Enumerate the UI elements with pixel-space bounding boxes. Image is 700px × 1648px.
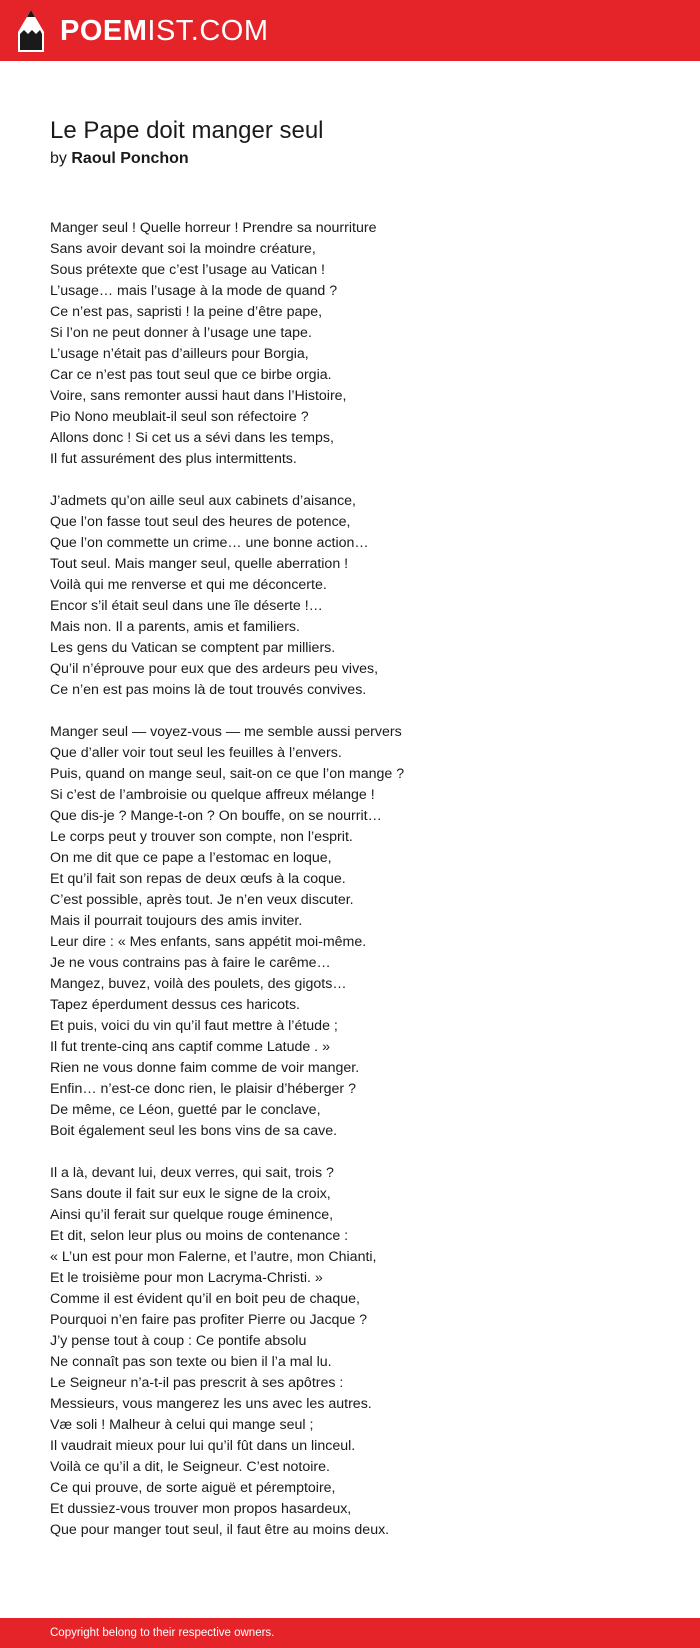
poem-line: Il fut assurément des plus intermittents.: [50, 451, 297, 467]
poem-line: Voilà qui me renverse et qui me déconcerte.: [50, 577, 327, 593]
poem-line: Il fut trente-cinq ans captif comme Latude . »: [50, 1039, 330, 1055]
poem-line: Voire, sans remonter aussi haut dans l’Histoire,: [50, 388, 347, 404]
copyright-notice: Copyright belong to their respective owners.: [50, 1627, 275, 1639]
poem-line: On me dit que ce pape a l’estomac en loque,: [50, 850, 332, 866]
poem-line: Et le troisième pour mon Lacryma-Christi. »: [50, 1270, 323, 1286]
site-logo-text: [60, 10, 269, 52]
byline-prefix: by: [50, 150, 67, 167]
poem-stanza: [50, 1163, 670, 1541]
poem-line: Puis, quand on mange seul, sait-on ce que l’on mange ?: [50, 766, 405, 782]
poem-line: Si c’est de l’ambroisie ou quelque affreux mélange !: [50, 787, 375, 803]
poem-line: Ce n’est pas, sapristi ! la peine d’être pape,: [50, 304, 323, 320]
pencil-icon: [18, 10, 44, 52]
site-footer: [0, 1618, 700, 1648]
poem-line: Rien ne vous donne faim comme de voir manger.: [50, 1060, 360, 1076]
poem-line: Tapez éperdument dessus ces haricots.: [50, 997, 300, 1013]
poem-line: Mais il pourrait toujours des amis inviter.: [50, 913, 303, 929]
poem-stanza: [50, 491, 670, 701]
poem-line: Il vaudrait mieux pour lui qu’il fût dans un linceul.: [50, 1438, 356, 1454]
site-logo[interactable]: [18, 10, 269, 52]
poem-line: Sous prétexte que c’est l’usage au Vatican !: [50, 262, 325, 278]
poem-line: Ainsi qu’il ferait sur quelque rouge éminence,: [50, 1207, 334, 1223]
poem-byline: [50, 148, 189, 170]
poem-line: Car ce n’est pas tout seul que ce birbe orgia.: [50, 367, 332, 383]
poem-line: L’usage… mais l’usage à la mode de quand ?: [50, 283, 338, 299]
poem-line: Manger seul — voyez-vous — me semble aussi pervers: [50, 724, 402, 740]
poem-line: Que l’on commette un crime… une bonne action…: [50, 535, 369, 551]
poem-line: Et puis, voici du vin qu’il faut mettre à l’étude ;: [50, 1018, 338, 1034]
poem-line: Encor s’il était seul dans une île déserte !…: [50, 598, 323, 614]
poem-line: Væ soli ! Malheur à celui qui mange seul ;: [50, 1417, 314, 1433]
poem-line: Que d’aller voir tout seul les feuilles à l’envers.: [50, 745, 342, 761]
poem-line: L’usage n’était pas d’ailleurs pour Borgia,: [50, 346, 309, 362]
poem-line: Ce n’en est pas moins là de tout trouvés convives.: [50, 682, 367, 698]
poem-line: Leur dire : « Mes enfants, sans appétit moi-même.: [50, 934, 367, 950]
poem-line: Que pour manger tout seul, il faut être au moins deux.: [50, 1522, 390, 1538]
poem-line: Comme il est évident qu’il en boit peu de chaque,: [50, 1291, 360, 1307]
poem-line: Ne connaît pas son texte ou bien il l’a mal lu.: [50, 1354, 332, 1370]
poem-line: Pourquoi n’en faire pas profiter Pierre ou Jacque ?: [50, 1312, 368, 1328]
poem-line: Les gens du Vatican se comptent par milliers.: [50, 640, 336, 656]
poem-line: Allons donc ! Si cet us a sévi dans les temps,: [50, 430, 334, 446]
poem-line: Le corps peut y trouver son compte, non l’esprit.: [50, 829, 353, 845]
poem-line: Je ne vous contrains pas à faire le carême…: [50, 955, 331, 971]
poem-line: Manger seul ! Quelle horreur ! Prendre sa nourriture: [50, 220, 377, 236]
poem-line: Qu’il n’éprouve pour eux que des ardeurs peu vives,: [50, 661, 379, 677]
poem-line: Pio Nono meublait-il seul son réfectoire ?: [50, 409, 309, 425]
poem-line: Ce qui prouve, de sorte aiguë et péremptoire,: [50, 1480, 336, 1496]
poem-line: « L’un est pour mon Falerne, et l’autre, mon Chianti,: [50, 1249, 377, 1265]
logo-text-bold: POEM: [60, 15, 148, 47]
poem-line: De même, ce Léon, guetté par le conclave,: [50, 1102, 321, 1118]
poem-line: Et dit, selon leur plus ou moins de contenance :: [50, 1228, 349, 1244]
poem-line: Il a là, devant lui, deux verres, qui sait, trois ?: [50, 1165, 334, 1181]
poem-line: J’admets qu’on aille seul aux cabinets d’aisance,: [50, 493, 357, 509]
poem-line: Tout seul. Mais manger seul, quelle aberration !: [50, 556, 349, 572]
poem-line: Messieurs, vous mangerez les uns avec les autres.: [50, 1396, 372, 1412]
poem-line: Que l’on fasse tout seul des heures de potence,: [50, 514, 351, 530]
poem-line: Et dussiez-vous trouver mon propos hasardeux,: [50, 1501, 352, 1517]
poem-title: Le Pape doit manger seul: [50, 117, 324, 144]
poem-line: Le Seigneur n’a-t-il pas prescrit à ses apôtres :: [50, 1375, 344, 1391]
poem-line: Si l’on ne peut donner à l’usage une tape.: [50, 325, 312, 341]
poem-line: Sans doute il fait sur eux le signe de la croix,: [50, 1186, 331, 1202]
poem-body: [50, 218, 670, 1562]
poem-line: Voilà ce qu’il a dit, le Seigneur. C’est notoire.: [50, 1459, 330, 1475]
poem-line: Mangez, buvez, voilà des poulets, des gigots…: [50, 976, 347, 992]
poem-line: C’est possible, après tout. Je n’en veux discuter.: [50, 892, 354, 908]
logo-text-light: IST.COM: [147, 15, 269, 47]
poem-line: Et qu’il fait son repas de deux œufs à la coque.: [50, 871, 346, 887]
poem-author[interactable]: Raoul Ponchon: [71, 150, 189, 167]
poem-stanza: [50, 722, 670, 1142]
poem-line: Sans avoir devant soi la moindre créature,: [50, 241, 316, 257]
poem-line: J’y pense tout à coup : Ce pontife absolu: [50, 1333, 307, 1349]
poem-line: Enfin… n’est-ce donc rien, le plaisir d’héberger ?: [50, 1081, 356, 1097]
poem-stanza: [50, 218, 670, 470]
poem-line: Mais non. Il a parents, amis et familiers.: [50, 619, 300, 635]
poem-line: Boit également seul les bons vins de sa cave.: [50, 1123, 338, 1139]
poem-line: Que dis-je ? Mange-t-on ? On bouffe, on se nourrit…: [50, 808, 382, 824]
site-header: [0, 0, 700, 61]
